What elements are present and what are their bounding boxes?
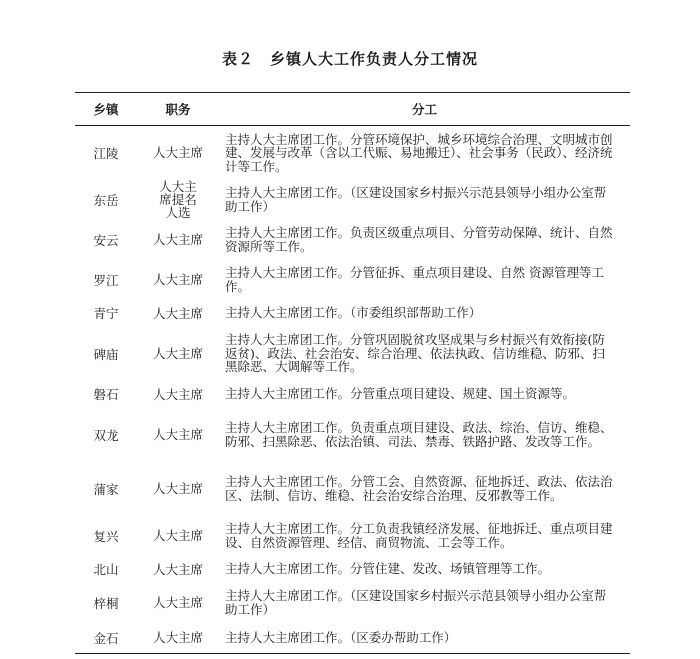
duty-cell: 主持人大主席团工作。分管巩固脱贫攻坚成果与乡村振兴有效衔接(防返贫)、政法、社会治安、综合治理、依法执政、信访维稳、防邪、扫黑除恶、大调解等工作。 bbox=[225, 332, 605, 375]
duty-cell: 主持人大主席团工作。负责区级重点项目、分管劳动保障、统计、自然资源所等工作。 bbox=[225, 225, 613, 254]
post-cell: 人大主席 bbox=[152, 561, 203, 577]
town-cell: 东岳 bbox=[93, 192, 119, 208]
post-cell: 人大主席 bbox=[152, 305, 203, 321]
table-row bbox=[75, 408, 630, 462]
town-cell: 复兴 bbox=[93, 528, 119, 544]
post-cell: 人大主席 bbox=[152, 386, 203, 402]
town-cell: 北山 bbox=[93, 562, 119, 577]
duty-cell: 主持人大主席团工作。分工负责我镇经济发展、征地拆迁、重点项目建设、自然资源管理、经信、商贸物流、工会等工作。 bbox=[225, 521, 613, 550]
table-row bbox=[75, 583, 630, 623]
table-row bbox=[75, 220, 630, 260]
post-cell: 人大主席 bbox=[152, 232, 203, 247]
table-title: 表２ 乡镇人大工作负责人分工情况 bbox=[221, 50, 478, 68]
header-town: 乡镇 bbox=[75, 93, 137, 126]
table-row bbox=[75, 381, 630, 408]
table-body bbox=[75, 126, 630, 654]
assignment-table bbox=[75, 92, 630, 654]
duty-cell: 主持人大主席团工作。分管工会、自然资源、征地拆迁、政法、依法治区、法制、信访、维稳、社会治安综合治理、反邪教等工作。 bbox=[225, 474, 613, 503]
post-cell: 人大主席 bbox=[152, 346, 203, 361]
duty-cell: 主持人大主席团工作。（市委组织部帮助工作） bbox=[225, 305, 482, 321]
duty-cell: 主持人大主席团工作。负责重点项目建设、政法、综治、信访、维稳、防邪、扫黑除恶、依法治镇、司法、禁毒、铁路护路、发改等工作。 bbox=[225, 420, 613, 449]
post-cell: 人大主席 bbox=[152, 595, 203, 610]
table-container bbox=[75, 92, 630, 654]
table-row bbox=[75, 180, 630, 220]
table-row bbox=[75, 556, 630, 583]
post-cell: 人大主席 bbox=[152, 481, 203, 496]
post-cell: 人大主席 bbox=[152, 145, 203, 161]
duty-cell: 主持人大主席团工作。分管住建、发改、场镇管理等工作。 bbox=[225, 561, 551, 577]
post-cell: 人大主席 bbox=[137, 623, 219, 654]
table-row bbox=[75, 260, 630, 300]
header-post: 职务 bbox=[137, 93, 219, 126]
table-row bbox=[75, 126, 630, 180]
duty-cell: 主持人大主席团工作。分管重点项目建设、规建、国土资源等。 bbox=[225, 386, 576, 402]
duty-cell: 主持人大主席团工作。分管环境保护、城乡环境综合治理、文明城市创建、发展与改革（含以工代赈、易地搬迁）、社会事务（民政）、经济统计等工作。 bbox=[225, 131, 613, 174]
town-cell: 青宁 bbox=[93, 306, 119, 321]
town-cell: 磐石 bbox=[93, 387, 119, 402]
town-cell: 碑庙 bbox=[93, 346, 119, 362]
table-header-row bbox=[75, 93, 630, 126]
duty-cell: 主持人大主席团工作。（区建设国家乡村振兴示范县领导小组办公室帮助工作） bbox=[225, 588, 607, 617]
town-cell: 罗江 bbox=[93, 272, 119, 288]
post-cell: 人大主席 bbox=[152, 528, 203, 543]
table-row bbox=[75, 300, 630, 327]
post-cell: 人大主席 bbox=[152, 272, 203, 287]
town-cell: 蒲家 bbox=[93, 481, 119, 497]
town-cell: 江陵 bbox=[93, 145, 119, 161]
post-cell: 人大主席 bbox=[152, 427, 203, 442]
table-row bbox=[75, 623, 630, 654]
post-cell: 人大主席提名人选 bbox=[159, 179, 197, 220]
duty-cell: 主持人大主席团工作。（区委办帮助工作） bbox=[219, 623, 630, 654]
header-duty: 分工 bbox=[219, 93, 630, 126]
table-row bbox=[75, 516, 630, 556]
town-cell: 金石 bbox=[75, 623, 137, 654]
table-row bbox=[75, 462, 630, 516]
duty-cell: 主持人大主席团工作。分管征拆、重点项目建设、自然 资源管理等工作。 bbox=[225, 265, 604, 294]
duty-cell: 主持人大主席团工作。（区建设国家乡村振兴示范县领导小组办公室帮助工作） bbox=[225, 185, 607, 214]
town-cell: 梓桐 bbox=[93, 595, 119, 611]
table-row bbox=[75, 327, 630, 381]
town-cell: 安云 bbox=[93, 232, 119, 248]
town-cell: 双龙 bbox=[93, 427, 119, 443]
